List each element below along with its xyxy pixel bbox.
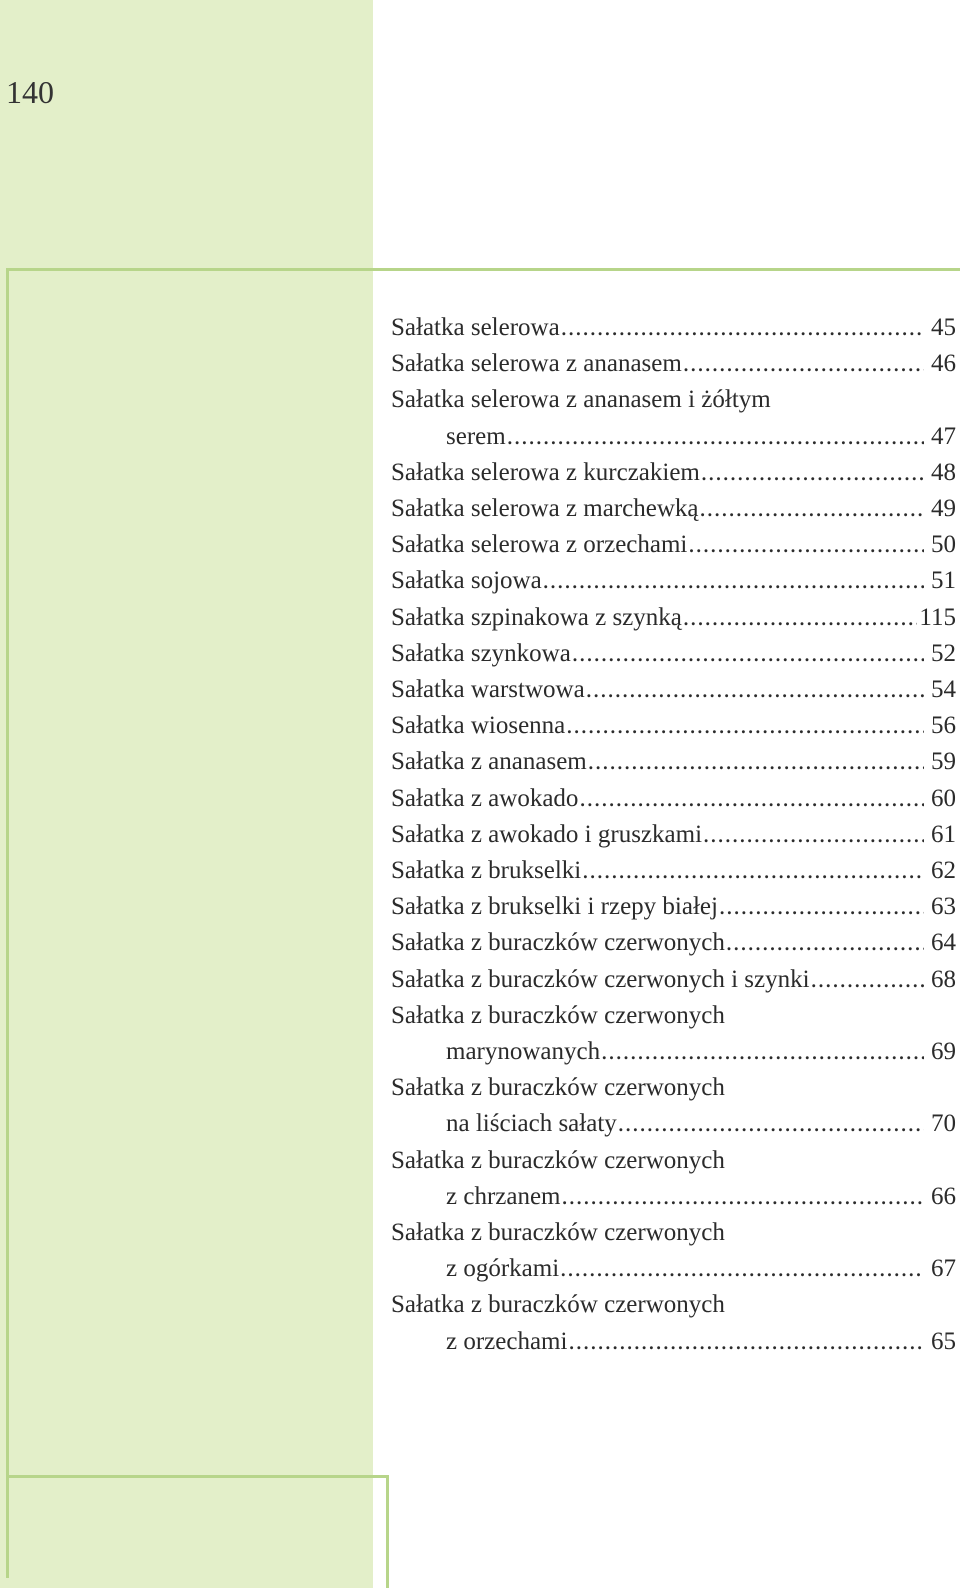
toc-entry-title: Sałatka warstwowa — [391, 676, 585, 704]
toc-entry-title: Sałatka z awokado i gruszkami — [391, 820, 703, 848]
dot-leader — [560, 1251, 924, 1287]
dot-leader — [601, 1034, 924, 1070]
toc-entry — [391, 672, 956, 708]
toc-entry-line — [391, 1287, 956, 1323]
toc-entry-title: Sałatka z ananasem — [391, 748, 587, 776]
toc-entry — [391, 563, 956, 599]
toc-entry-page: 66 — [931, 1182, 956, 1210]
frame-left-line — [6, 268, 9, 1578]
toc-entry-line — [391, 455, 956, 491]
toc-entry — [391, 781, 956, 817]
dot-leader — [568, 1324, 924, 1360]
toc-entry-line — [391, 1324, 956, 1360]
toc-entry-title: Sałatka z buraczków czerwonych — [391, 1001, 725, 1029]
toc-entry-title: Sałatka selerowa — [391, 314, 560, 341]
toc-entry-title: Sałatka sojowa — [391, 567, 542, 595]
dot-leader — [543, 563, 924, 599]
toc-entry — [391, 925, 956, 961]
toc-entry-title: Sałatka z buraczków czerwonych — [391, 1146, 725, 1174]
toc-entry — [391, 1215, 956, 1287]
toc-entry — [391, 744, 956, 780]
toc-entry — [391, 708, 956, 744]
toc-entry-line — [391, 1070, 956, 1106]
dot-leader — [683, 600, 918, 636]
toc-entry-line — [391, 1215, 956, 1251]
frame-bottom-line — [6, 1475, 388, 1478]
toc-entry-title: z orzechami — [446, 1327, 568, 1355]
toc-entry-page: 47 — [931, 422, 956, 450]
toc-entry-page: 61 — [931, 820, 956, 848]
dot-leader — [811, 962, 924, 998]
toc-entry-title: Sałatka selerowa z kurczakiem — [391, 458, 700, 486]
toc-entry-page: 59 — [931, 748, 956, 776]
toc-entry-title: Sałatka z awokado — [391, 784, 579, 812]
toc-entry-page: 63 — [931, 893, 956, 921]
dot-leader — [507, 419, 924, 455]
toc-entry-page: 70 — [931, 1110, 956, 1138]
toc-entry-page: 54 — [931, 676, 956, 704]
toc-entry-line — [391, 563, 956, 599]
toc-entry-title: serem — [446, 422, 506, 450]
toc-entry — [391, 455, 956, 491]
dot-leader — [566, 708, 924, 744]
toc-entry-line — [391, 346, 956, 382]
page-number: 140 — [6, 74, 54, 110]
toc-entry-line — [391, 310, 956, 346]
dot-leader — [586, 672, 924, 708]
toc-entry-page: 56 — [931, 712, 956, 740]
toc-entry — [391, 527, 956, 563]
dot-leader — [726, 925, 924, 961]
toc-entry — [391, 817, 956, 853]
toc-entry-title: Sałatka selerowa z ananasem i żółtym — [391, 386, 771, 414]
toc-entry-title: Sałatka wiosenna — [391, 712, 566, 740]
toc-entry-page: 65 — [931, 1327, 956, 1355]
toc-entry-title: z chrzanem — [446, 1182, 561, 1210]
toc-entry-line — [391, 925, 956, 961]
toc-entry-title: Sałatka selerowa z orzechami — [391, 531, 688, 559]
toc-entry-line — [391, 491, 956, 527]
toc-entry-line — [391, 527, 956, 563]
frame-inner-line — [386, 1475, 389, 1588]
dot-leader — [562, 1179, 924, 1215]
toc-entry — [391, 636, 956, 672]
toc-entry-title: Sałatka selerowa z ananasem — [391, 350, 682, 378]
toc-entry-page: 60 — [931, 784, 956, 812]
toc-entry-page: 49 — [931, 495, 956, 523]
toc-entry-page: 52 — [931, 639, 956, 667]
toc-entry-page: 68 — [931, 965, 956, 993]
toc-entry-line — [391, 636, 956, 672]
toc-entry-title: Sałatka z buraczków czerwonych — [391, 929, 725, 957]
toc-entry-line — [391, 998, 956, 1034]
toc-entry-line — [391, 817, 956, 853]
toc-entry-line — [391, 1106, 956, 1142]
dot-leader — [588, 744, 924, 780]
dot-leader — [582, 853, 924, 889]
toc-entry-title: Sałatka selerowa z marchewką — [391, 495, 699, 523]
toc-entry — [391, 853, 956, 889]
green-sidebar-panel — [0, 0, 373, 1588]
toc-entry-line — [391, 672, 956, 708]
toc-entry-line — [391, 382, 956, 418]
toc-entry — [391, 600, 956, 636]
toc-entry — [391, 1070, 956, 1142]
toc-entry-title: Sałatka z buraczków czerwonych i szynki — [391, 965, 810, 993]
toc-entry-page: 69 — [931, 1038, 956, 1066]
toc-entry-title: Sałatka szpinakowa z szynką — [391, 603, 682, 631]
toc-entry-line — [391, 962, 956, 998]
toc-entry — [391, 491, 956, 527]
toc-entry — [391, 382, 956, 454]
toc-entry-line — [391, 1143, 956, 1179]
toc-entry-page: 48 — [931, 458, 956, 486]
toc-entry-title: z ogórkami — [446, 1255, 560, 1283]
toc-entry-page: 51 — [931, 567, 956, 595]
toc-entry-page: 46 — [931, 350, 956, 378]
toc-entry-line — [391, 1034, 956, 1070]
toc-entry-title: Sałatka z buraczków czerwonych — [391, 1291, 725, 1319]
dot-leader — [699, 491, 924, 527]
toc-entry-title: marynowanych — [446, 1038, 601, 1066]
toc-entry — [391, 889, 956, 925]
toc-entry-title: na liściach sałaty — [446, 1110, 617, 1138]
toc-entry — [391, 310, 956, 346]
dot-leader — [719, 889, 924, 925]
toc-entry-page: 64 — [931, 929, 956, 957]
toc-entry-line — [391, 1179, 956, 1215]
toc-entry-page: 115 — [919, 603, 956, 631]
toc-entry-line — [391, 1251, 956, 1287]
toc-entry-title: Sałatka z buraczków czerwonych — [391, 1219, 725, 1247]
toc-entry — [391, 1287, 956, 1359]
toc-entry-page: 67 — [931, 1255, 956, 1283]
toc-entry-page: 62 — [931, 857, 956, 885]
toc-entry — [391, 962, 956, 998]
dot-leader — [572, 636, 924, 672]
dot-leader — [683, 346, 924, 382]
dot-leader — [618, 1106, 924, 1142]
toc-entry-title: Sałatka z brukselki i rzepy białej — [391, 893, 718, 921]
dot-leader — [561, 310, 924, 346]
toc-entry-line — [391, 889, 956, 925]
toc-entry-page: 45 — [931, 314, 956, 341]
toc-entry-page: 50 — [931, 531, 956, 559]
toc-entry — [391, 998, 956, 1070]
toc-entry-title: Sałatka z brukselki — [391, 857, 582, 885]
toc-entry — [391, 1143, 956, 1215]
toc-entry-line — [391, 600, 956, 636]
table-of-contents — [391, 310, 956, 1360]
dot-leader — [579, 781, 924, 817]
toc-entry-title: Sałatka szynkowa — [391, 639, 571, 667]
dot-leader — [701, 455, 924, 491]
toc-entry — [391, 346, 956, 382]
toc-entry-line — [391, 853, 956, 889]
frame-top-line — [6, 268, 960, 271]
toc-entry-line — [391, 781, 956, 817]
dot-leader — [688, 527, 924, 563]
dot-leader — [703, 817, 924, 853]
toc-entry-title: Sałatka z buraczków czerwonych — [391, 1074, 725, 1102]
toc-entry-line — [391, 419, 956, 455]
toc-entry-line — [391, 708, 956, 744]
toc-entry-line — [391, 744, 956, 780]
